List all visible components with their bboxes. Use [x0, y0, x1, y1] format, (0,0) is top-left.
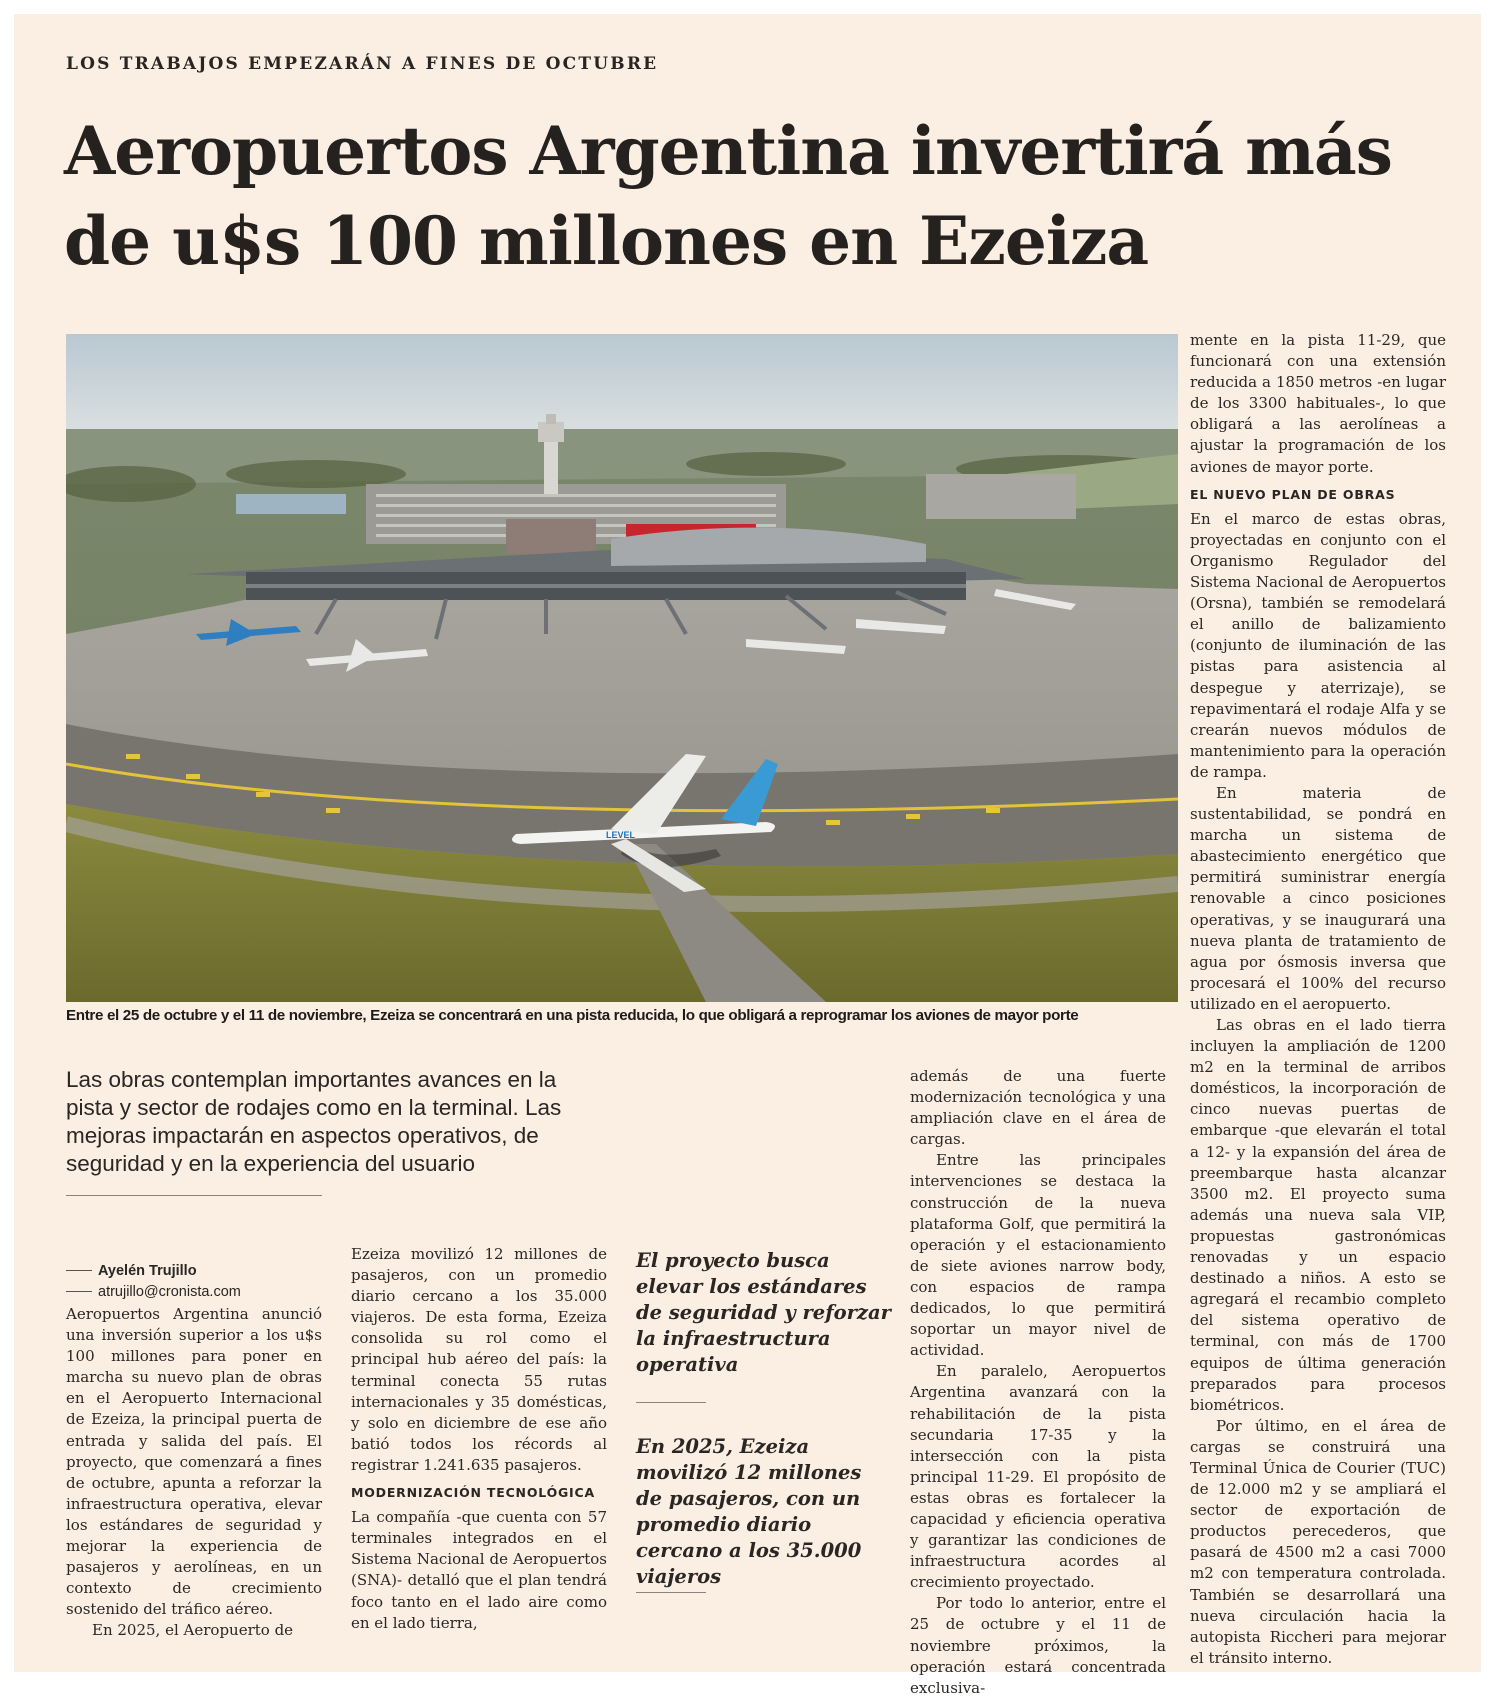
headline	[64, 106, 1444, 286]
airport-aerial-photo	[66, 334, 1178, 1002]
quote-divider	[636, 1592, 706, 1593]
paragraph: En el marco de estas obras, proyectadas en conjunto con el Organismo Regulador del Sistema Nacional de Aeropuertos (Orsna), también se remodelará el anillo de balizamiento (conjunto de iluminación de las pistas para asistencia al despegue y aterrizaje), se repavimentará el rodaje Alfa y se crearán nuevos módulos de mantenimiento para la operación de rampa.	[1190, 509, 1446, 781]
headline-line-2: de u$s 100 millones en Ezeiza	[64, 202, 1149, 280]
level-livery-text: LEVEL	[606, 830, 636, 840]
lead-line-1: Las obras contemplan importantes avances en la	[66, 1067, 557, 1092]
section-heading: MODERNIZACIÓN TECNOLÓGICA	[351, 1485, 595, 1501]
paragraph: además de una fuerte modernización tecnológica y una ampliación clave en el área de cargas.	[910, 1067, 1166, 1149]
paragraph: Las obras en el lado tierra incluyen la ampliación de 1200 m2 en la terminal de arribos domésticos, la incorporación de cinco nuevas puertas de embarque -que elevarán el total a 12- y la expansión del área de preembarque hasta alcanzar 3500 m2. El proyecto suma además una nueva sala VIP, propuestas gastronómicas renovadas y un espacio destinado a niños. A esto se agregará el recambio completo del sistema operativo de terminal, con más de 1700 equipos de última generación preparados para procesos biométricos.	[1190, 1016, 1446, 1414]
lead-summary	[66, 1066, 576, 1178]
quote-divider	[636, 1402, 706, 1403]
author-name: Ayelén Trujillo	[98, 1262, 197, 1279]
pull-quote-2: En 2025, Ezeiza movilizó 12 millones de pasajeros, con un promedio diario cercano a los 35.000 viajeros	[636, 1435, 862, 1588]
paragraph: Aeropuertos Argentina anunció una inversión superior a los u$s 100 millones para poner en marcha su nuevo plan de obras en el Aeropuerto Internacional de Ezeiza, la principal puerta de entrada y salida del país. El proyecto, que comenzará a fines de octubre, apunta a reforzar la infraestructura operativa, elevar los estándares de seguridad y mejorar la experiencia de pasajeros y aerolíneas, en un contexto de crecimiento sostenido del tráfico aéreo.	[66, 1305, 322, 1619]
section-heading: EL NUEVO PLAN DE OBRAS	[1190, 486, 1396, 502]
article-column-4	[1190, 330, 1446, 1669]
author-email[interactable]: atrujillo@cronista.com	[98, 1283, 241, 1300]
paragraph: Entre las principales intervenciones se destaca la construcción de la nueva plataforma Golf, que permitirá la operación y el estacionamiento de siete aviones narrow body, con espacios de rampa dedicados, lo que permitirá soportar un mayor nivel de actividad.	[910, 1151, 1166, 1360]
paragraph: La compañía -que cuenta con 57 terminales integrados en el Sistema Nacional de Aeropuertos (SNA)- detalló que el plan tendrá foco tanto en el lado aire como en el lado tierra,	[351, 1508, 607, 1632]
paragraph: En materia de sustentabilidad, se pondrá en marcha un sistema de abastecimiento energético que permitirá suministrar energía renovable a cinco posiciones operativas, y se inaugurará una nueva planta de tratamiento de agua por ósmosis inversa que procesará el 100% del recurso utilizado en el aeropuerto.	[1190, 783, 1446, 1013]
paragraph: En paralelo, Aeropuertos Argentina avanzará con la rehabilitación de la pista secundaria 17-35 y la intersección con la pista principal 11-29. El propósito de estas obras es fortalecer la capacidad y eficiencia operativa y garantizar las condiciones de infraestructura acordes al crecimiento proyectado.	[910, 1362, 1166, 1592]
pull-quote-1: El proyecto busca elevar los estándares de seguridad y reforzar la infraestructura operativa	[636, 1249, 891, 1376]
lead-line-4: seguridad y en la experiencia del usuario	[66, 1151, 476, 1176]
article-column-3	[910, 1066, 1166, 1699]
paragraph: En 2025, el Aeropuerto de	[92, 1621, 294, 1640]
paragraph: Por todo lo anterior, entre el 25 de octubre y el 11 de noviembre próximos, la operación estará concentrada exclusiva-	[910, 1594, 1166, 1697]
article-column-2	[351, 1244, 607, 1634]
lead-divider	[66, 1195, 322, 1196]
lead-line-3: mejoras impactarán en aspectos operativos, de	[66, 1123, 539, 1148]
article-column-1	[66, 1304, 322, 1642]
headline-line-1: Aeropuertos Argentina invertirá más	[64, 112, 1392, 190]
lead-line-2: pista y sector de rodajes como en la terminal. Las	[66, 1095, 562, 1120]
byline	[66, 1260, 241, 1302]
photo-caption: Entre el 25 de octubre y el 11 de noviembre, Ezeiza se concentrará en una pista reducida, lo que obligará a reprogramar los aviones de mayor porte	[66, 1007, 1079, 1024]
newspaper-page	[14, 14, 1481, 1697]
paragraph: Por último, en el área de cargas se construirá una Terminal Única de Courier (TUC) de 12.000 m2 y se ampliará el sector de exportación de productos perecederos, que pasará de 4500 m2 a casi 7000 m2 con temperatura controlada. También se desarrollará una nueva circulación hacia la autopista Riccheri para mejorar el tránsito interno.	[1190, 1416, 1446, 1667]
paragraph: Ezeiza movilizó 12 millones de pasajeros, con un promedio diario cercano a los 35.000 viajeros. De esta forma, Ezeiza consolida su rol como el principal hub aéreo del país: la terminal conecta 55 rutas internacionales y 35 domésticas, y solo en diciembre de ese año batió todos los récords al registrar 1.241.635 pasajeros.	[351, 1245, 607, 1474]
kicker: LOS TRABAJOS EMPEZARÁN A FINES DE OCTUBRE	[66, 54, 659, 74]
paragraph: mente en la pista 11-29, que funcionará con una extensión reducida a 1850 metros -en lugar de los 3300 habituales-, lo que obligará a las aerolíneas a ajustar la programación de los aviones de mayor porte.	[1190, 331, 1446, 476]
